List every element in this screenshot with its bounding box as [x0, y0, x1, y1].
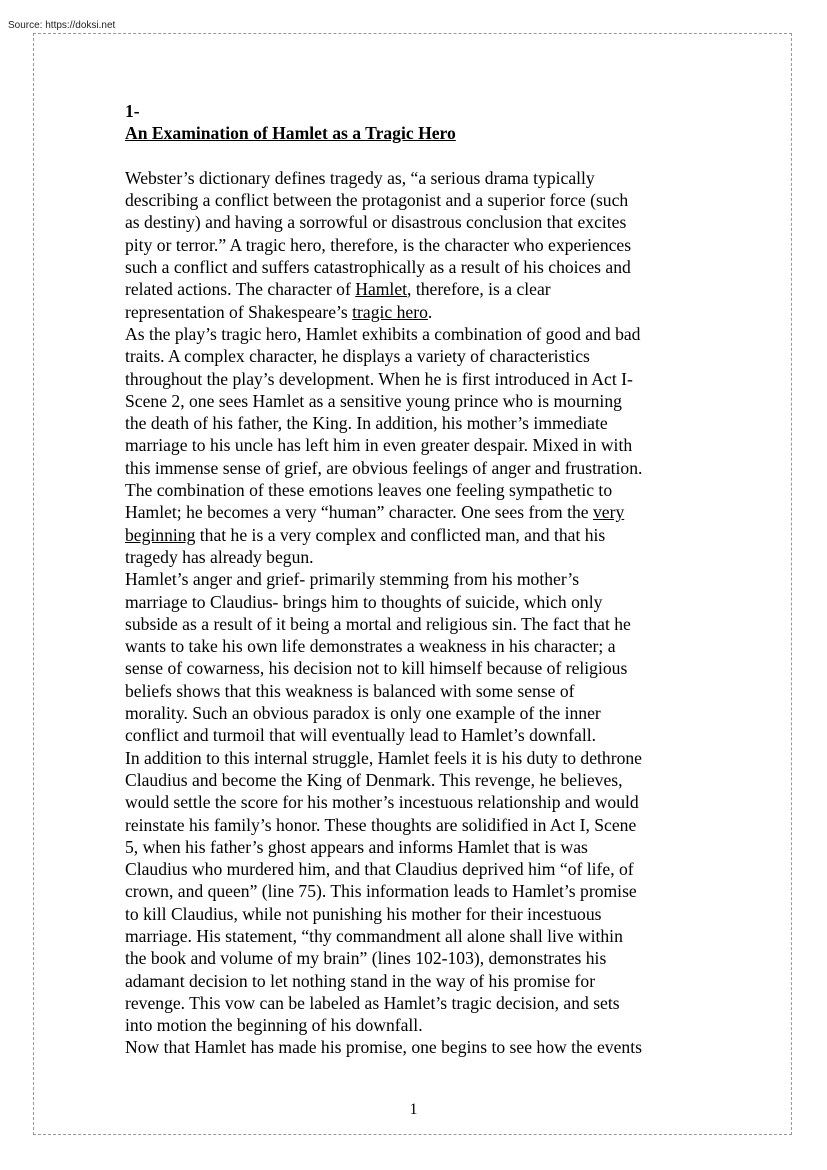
underlined-text: Hamlet: [355, 279, 408, 300]
text-segment: traits. A complex character, he displays a variety of characteristics: [125, 346, 590, 367]
text-segment: into motion the beginning of his downfall.: [125, 1015, 423, 1036]
text-line: [125, 568, 700, 590]
text-line: [125, 947, 700, 969]
text-segment: the death of his father, the King. In addition, his mother’s immediate: [125, 413, 608, 434]
text-segment: subside as a result of it being a mortal and religious sin. The fact that he: [125, 613, 631, 634]
text-line: [125, 613, 700, 635]
text-line: [125, 680, 700, 702]
underlined-text: beginning: [125, 524, 196, 545]
page-number: 1: [409, 1101, 418, 1118]
source-attribution: Source: https://doksi.net: [8, 20, 116, 31]
text-segment: representation of Shakespeare’s: [125, 301, 353, 322]
text-line: [125, 880, 700, 902]
text-segment: sense of cowarness, his decision not to kill himself because of religious: [125, 658, 628, 679]
text-line: [125, 167, 700, 189]
text-segment: Scene 2, one sees Hamlet as a sensitive young prince who is mourning: [125, 390, 622, 411]
text-line: [125, 546, 700, 568]
underlined-text: very: [592, 502, 625, 523]
spacer: [125, 145, 700, 167]
text-segment: this immense sense of grief, are obvious feelings of anger and frustration.: [125, 457, 643, 478]
text-line: [125, 1014, 700, 1036]
document-title: An Examination of Hamlet as a Tragic Hero: [125, 123, 456, 144]
text-line: [125, 434, 700, 456]
text-segment: .: [427, 301, 433, 322]
text-line: [125, 724, 700, 746]
text-line: [125, 635, 700, 657]
text-segment: such a conflict and suffers catastrophically as a result of his choices and: [125, 257, 631, 278]
document-body: [125, 100, 700, 1059]
text-line: [125, 591, 700, 613]
text-segment: Now that Hamlet has made his promise, one begins to see how the events: [125, 1037, 642, 1058]
text-line: [125, 858, 700, 880]
text-segment: adamant decision to let nothing stand in the way of his promise for: [125, 970, 596, 991]
text-segment: revenge. This vow can be labeled as Hamlet’s tragic decision, and sets: [125, 992, 620, 1013]
text-segment: As the play’s tragic hero, Hamlet exhibits a combination of good and bad: [125, 323, 641, 344]
text-line: [125, 925, 700, 947]
text-segment: morality. Such an obvious paradox is only one example of the inner: [125, 703, 601, 724]
text-segment: reinstate his family’s honor. These thoughts are solidified in Act I, Scene: [125, 814, 637, 835]
text-segment: the book and volume of my brain” (lines 102-103), demonstrates his: [125, 948, 607, 969]
text-segment: , therefore, is a clear: [407, 279, 551, 300]
text-line: [125, 345, 700, 367]
text-line: [125, 524, 700, 546]
text-segment: marriage to his uncle has left him in even greater despair. Mixed in with: [125, 435, 633, 456]
text-segment: The combination of these emotions leaves one feeling sympathetic to: [125, 480, 613, 501]
text-segment: marriage to Claudius- brings him to thoughts of suicide, which only: [125, 591, 603, 612]
text-line: [125, 256, 700, 278]
text-line: [125, 301, 700, 323]
text-line: [125, 970, 700, 992]
text-segment: wants to take his own life demonstrates a weakness in his character; a: [125, 636, 616, 657]
text-segment: related actions. The character of: [125, 279, 356, 300]
text-segment: crown, and queen” (line 75). This information leads to Hamlet’s promise: [125, 881, 637, 902]
text-line: [125, 814, 700, 836]
text-line: [125, 747, 700, 769]
text-segment: Claudius and become the King of Denmark. This revenge, he believes,: [125, 769, 623, 790]
text-segment: would settle the score for his mother’s incestuous relationship and would: [125, 792, 639, 813]
text-line: [125, 211, 700, 233]
text-line: [125, 657, 700, 679]
text-line: [125, 791, 700, 813]
text-line: [125, 769, 700, 791]
text-segment: as destiny) and having a sorrowful or disastrous conclusion that excites: [125, 212, 627, 233]
text-segment: marriage. His statement, “thy commandment all alone shall live within: [125, 925, 623, 946]
text-segment: that he is a very complex and conflicted man, and that his: [195, 524, 606, 545]
section-number: 1-: [125, 101, 140, 121]
text-segment: beliefs shows that this weakness is balanced with some sense of: [125, 680, 575, 701]
text-line: [125, 501, 700, 523]
text-line: [125, 702, 700, 724]
text-line: [125, 457, 700, 479]
text-segment: Webster’s dictionary defines tragedy as, “a serious drama typically: [125, 167, 595, 188]
text-line: [125, 992, 700, 1014]
text-line: [125, 390, 700, 412]
text-line: [125, 479, 700, 501]
text-segment: pity or terror.” A tragic hero, therefore, is the character who experiences: [125, 234, 632, 255]
text-line: [125, 903, 700, 925]
text-line: [125, 234, 700, 256]
text-line: [125, 836, 700, 858]
text-segment: to kill Claudius, while not punishing his mother for their incestuous: [125, 903, 602, 924]
text-segment: In addition to this internal struggle, Hamlet feels it is his duty to dethrone: [125, 747, 642, 768]
text-segment: describing a conflict between the protagonist and a superior force (such: [125, 190, 629, 211]
text-line: [125, 412, 700, 434]
text-segment: Claudius who murdered him, and that Claudius deprived him “of life, of: [125, 859, 634, 880]
text-line: [125, 278, 700, 300]
text-segment: Hamlet’s anger and grief- primarily stemming from his mother’s: [125, 569, 580, 590]
text-line: [125, 368, 700, 390]
text-segment: conflict and turmoil that will eventually lead to Hamlet’s downfall.: [125, 725, 597, 746]
text-segment: throughout the play’s development. When he is first introduced in Act I-: [125, 368, 633, 389]
text-segment: 5, when his father’s ghost appears and informs Hamlet that is was: [125, 836, 588, 857]
text-segment: Hamlet; he becomes a very “human” character. One sees from the: [125, 502, 593, 523]
text-line: [125, 1036, 700, 1058]
text-line: [125, 323, 700, 345]
underlined-text: tragic hero: [352, 301, 428, 322]
body-text: [125, 167, 700, 1059]
text-segment: tragedy has already begun.: [125, 546, 314, 567]
text-line: [125, 189, 700, 211]
